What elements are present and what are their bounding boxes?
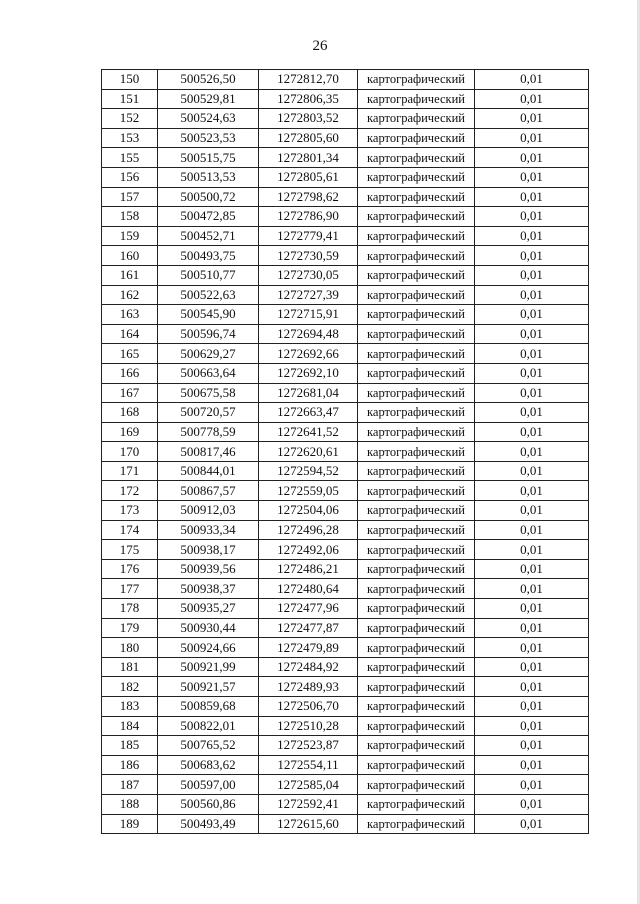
y-coordinate-cell: 1272798,62 (259, 187, 358, 207)
table-row (102, 618, 589, 638)
accuracy-cell: 0,01 (475, 128, 589, 148)
table-row (102, 305, 589, 325)
point-number-cell: 161 (102, 265, 158, 285)
method-cell: картографический (358, 716, 475, 736)
y-coordinate-cell: 1272663,47 (259, 403, 358, 423)
point-number-cell: 170 (102, 442, 158, 462)
point-number-cell: 166 (102, 363, 158, 383)
method-cell: картографический (358, 285, 475, 305)
method-cell: картографический (358, 481, 475, 501)
x-coordinate-cell: 500522,63 (158, 285, 259, 305)
y-coordinate-cell: 1272801,34 (259, 148, 358, 168)
method-cell: картографический (358, 657, 475, 677)
method-cell: картографический (358, 344, 475, 364)
y-coordinate-cell: 1272730,05 (259, 265, 358, 285)
method-cell: картографический (358, 677, 475, 697)
x-coordinate-cell: 500513,53 (158, 167, 259, 187)
accuracy-cell: 0,01 (475, 599, 589, 619)
y-coordinate-cell: 1272681,04 (259, 383, 358, 403)
x-coordinate-cell: 500924,66 (158, 638, 259, 658)
method-cell: картографический (358, 736, 475, 756)
accuracy-cell: 0,01 (475, 657, 589, 677)
table-row (102, 501, 589, 521)
method-cell: картографический (358, 265, 475, 285)
method-cell: картографический (358, 755, 475, 775)
table-row (102, 363, 589, 383)
table-row (102, 324, 589, 344)
y-coordinate-cell: 1272715,91 (259, 305, 358, 325)
table-row (102, 814, 589, 834)
point-number-cell: 167 (102, 383, 158, 403)
accuracy-cell: 0,01 (475, 697, 589, 717)
point-number-cell: 155 (102, 148, 158, 168)
accuracy-cell: 0,01 (475, 736, 589, 756)
method-cell: картографический (358, 403, 475, 423)
point-number-cell: 151 (102, 89, 158, 109)
point-number-cell: 179 (102, 618, 158, 638)
table-row (102, 461, 589, 481)
y-coordinate-cell: 1272694,48 (259, 324, 358, 344)
x-coordinate-cell: 500515,75 (158, 148, 259, 168)
y-coordinate-cell: 1272484,92 (259, 657, 358, 677)
table-row (102, 559, 589, 579)
x-coordinate-cell: 500844,01 (158, 461, 259, 481)
method-cell: картографический (358, 775, 475, 795)
y-coordinate-cell: 1272504,06 (259, 501, 358, 521)
x-coordinate-cell: 500720,57 (158, 403, 259, 423)
method-cell: картографический (358, 70, 475, 90)
table-row (102, 579, 589, 599)
x-coordinate-cell: 500597,00 (158, 775, 259, 795)
y-coordinate-cell: 1272486,21 (259, 559, 358, 579)
table-row (102, 109, 589, 129)
point-number-cell: 175 (102, 540, 158, 560)
y-coordinate-cell: 1272523,87 (259, 736, 358, 756)
y-coordinate-cell: 1272554,11 (259, 755, 358, 775)
y-coordinate-cell: 1272506,70 (259, 697, 358, 717)
x-coordinate-cell: 500765,52 (158, 736, 259, 756)
table-row (102, 442, 589, 462)
x-coordinate-cell: 500921,99 (158, 657, 259, 677)
accuracy-cell: 0,01 (475, 285, 589, 305)
x-coordinate-cell: 500675,58 (158, 383, 259, 403)
table-row (102, 226, 589, 246)
table-row (102, 167, 589, 187)
x-coordinate-cell: 500938,17 (158, 540, 259, 560)
method-cell: картографический (358, 89, 475, 109)
method-cell: картографический (358, 501, 475, 521)
accuracy-cell: 0,01 (475, 618, 589, 638)
method-cell: картографический (358, 109, 475, 129)
accuracy-cell: 0,01 (475, 501, 589, 521)
y-coordinate-cell: 1272812,70 (259, 70, 358, 90)
point-number-cell: 172 (102, 481, 158, 501)
method-cell: картографический (358, 187, 475, 207)
y-coordinate-cell: 1272641,52 (259, 422, 358, 442)
point-number-cell: 186 (102, 755, 158, 775)
table-row (102, 775, 589, 795)
method-cell: картографический (358, 226, 475, 246)
accuracy-cell: 0,01 (475, 403, 589, 423)
point-number-cell: 169 (102, 422, 158, 442)
point-number-cell: 173 (102, 501, 158, 521)
x-coordinate-cell: 500817,46 (158, 442, 259, 462)
table-row (102, 70, 589, 90)
point-number-cell: 164 (102, 324, 158, 344)
point-number-cell: 185 (102, 736, 158, 756)
table-row (102, 697, 589, 717)
y-coordinate-cell: 1272496,28 (259, 520, 358, 540)
table-row (102, 128, 589, 148)
y-coordinate-cell: 1272803,52 (259, 109, 358, 129)
method-cell: картографический (358, 559, 475, 579)
page-number: 26 (312, 38, 328, 54)
method-cell: картографический (358, 520, 475, 540)
x-coordinate-cell: 500493,75 (158, 246, 259, 266)
y-coordinate-cell: 1272480,64 (259, 579, 358, 599)
method-cell: картографический (358, 599, 475, 619)
x-coordinate-cell: 500912,03 (158, 501, 259, 521)
method-cell: картографический (358, 618, 475, 638)
accuracy-cell: 0,01 (475, 559, 589, 579)
point-number-cell: 180 (102, 638, 158, 658)
point-number-cell: 168 (102, 403, 158, 423)
x-coordinate-cell: 500523,53 (158, 128, 259, 148)
accuracy-cell: 0,01 (475, 677, 589, 697)
y-coordinate-cell: 1272559,05 (259, 481, 358, 501)
y-coordinate-cell: 1272805,60 (259, 128, 358, 148)
point-number-cell: 187 (102, 775, 158, 795)
point-number-cell: 178 (102, 599, 158, 619)
method-cell: картографический (358, 794, 475, 814)
y-coordinate-cell: 1272594,52 (259, 461, 358, 481)
accuracy-cell: 0,01 (475, 716, 589, 736)
method-cell: картографический (358, 814, 475, 834)
table-row (102, 540, 589, 560)
x-coordinate-cell: 500629,27 (158, 344, 259, 364)
x-coordinate-cell: 500930,44 (158, 618, 259, 638)
x-coordinate-cell: 500867,57 (158, 481, 259, 501)
y-coordinate-cell: 1272489,93 (259, 677, 358, 697)
method-cell: картографический (358, 638, 475, 658)
x-coordinate-cell: 500859,68 (158, 697, 259, 717)
method-cell: картографический (358, 148, 475, 168)
x-coordinate-cell: 500500,72 (158, 187, 259, 207)
table-row (102, 638, 589, 658)
accuracy-cell: 0,01 (475, 481, 589, 501)
point-number-cell: 184 (102, 716, 158, 736)
table-row (102, 89, 589, 109)
point-number-cell: 159 (102, 226, 158, 246)
method-cell: картографический (358, 579, 475, 599)
y-coordinate-cell: 1272730,59 (259, 246, 358, 266)
x-coordinate-cell: 500663,64 (158, 363, 259, 383)
accuracy-cell: 0,01 (475, 89, 589, 109)
method-cell: картографический (358, 422, 475, 442)
accuracy-cell: 0,01 (475, 383, 589, 403)
point-number-cell: 150 (102, 70, 158, 90)
y-coordinate-cell: 1272786,90 (259, 207, 358, 227)
y-coordinate-cell: 1272779,41 (259, 226, 358, 246)
accuracy-cell: 0,01 (475, 324, 589, 344)
y-coordinate-cell: 1272692,66 (259, 344, 358, 364)
y-coordinate-cell: 1272477,96 (259, 599, 358, 619)
table-row (102, 187, 589, 207)
method-cell: картографический (358, 540, 475, 560)
accuracy-cell: 0,01 (475, 207, 589, 227)
point-number-cell: 163 (102, 305, 158, 325)
table-row (102, 481, 589, 501)
point-number-cell: 157 (102, 187, 158, 207)
accuracy-cell: 0,01 (475, 305, 589, 325)
accuracy-cell: 0,01 (475, 109, 589, 129)
method-cell: картографический (358, 324, 475, 344)
accuracy-cell: 0,01 (475, 363, 589, 383)
method-cell: картографический (358, 383, 475, 403)
method-cell: картографический (358, 697, 475, 717)
accuracy-cell: 0,01 (475, 794, 589, 814)
table-row (102, 736, 589, 756)
y-coordinate-cell: 1272620,61 (259, 442, 358, 462)
table-row (102, 285, 589, 305)
coordinates-table-body (102, 70, 589, 834)
x-coordinate-cell: 500524,63 (158, 109, 259, 129)
accuracy-cell: 0,01 (475, 246, 589, 266)
method-cell: картографический (358, 442, 475, 462)
point-number-cell: 188 (102, 794, 158, 814)
accuracy-cell: 0,01 (475, 461, 589, 481)
x-coordinate-cell: 500822,01 (158, 716, 259, 736)
point-number-cell: 177 (102, 579, 158, 599)
y-coordinate-cell: 1272492,06 (259, 540, 358, 560)
accuracy-cell: 0,01 (475, 167, 589, 187)
x-coordinate-cell: 500493,49 (158, 814, 259, 834)
point-number-cell: 160 (102, 246, 158, 266)
x-coordinate-cell: 500921,57 (158, 677, 259, 697)
y-coordinate-cell: 1272510,28 (259, 716, 358, 736)
x-coordinate-cell: 500778,59 (158, 422, 259, 442)
point-number-cell: 152 (102, 109, 158, 129)
accuracy-cell: 0,01 (475, 265, 589, 285)
x-coordinate-cell: 500472,85 (158, 207, 259, 227)
x-coordinate-cell: 500939,56 (158, 559, 259, 579)
y-coordinate-cell: 1272727,39 (259, 285, 358, 305)
accuracy-cell: 0,01 (475, 638, 589, 658)
accuracy-cell: 0,01 (475, 520, 589, 540)
accuracy-cell: 0,01 (475, 814, 589, 834)
x-coordinate-cell: 500510,77 (158, 265, 259, 285)
point-number-cell: 189 (102, 814, 158, 834)
accuracy-cell: 0,01 (475, 70, 589, 90)
accuracy-cell: 0,01 (475, 579, 589, 599)
accuracy-cell: 0,01 (475, 442, 589, 462)
method-cell: картографический (358, 246, 475, 266)
x-coordinate-cell: 500935,27 (158, 599, 259, 619)
point-number-cell: 158 (102, 207, 158, 227)
y-coordinate-cell: 1272692,10 (259, 363, 358, 383)
method-cell: картографический (358, 128, 475, 148)
table-row (102, 246, 589, 266)
point-number-cell: 174 (102, 520, 158, 540)
point-number-cell: 181 (102, 657, 158, 677)
table-row (102, 657, 589, 677)
table-row (102, 148, 589, 168)
method-cell: картографический (358, 207, 475, 227)
y-coordinate-cell: 1272477,87 (259, 618, 358, 638)
x-coordinate-cell: 500596,74 (158, 324, 259, 344)
table-row (102, 403, 589, 423)
x-coordinate-cell: 500938,37 (158, 579, 259, 599)
accuracy-cell: 0,01 (475, 755, 589, 775)
x-coordinate-cell: 500683,62 (158, 755, 259, 775)
accuracy-cell: 0,01 (475, 422, 589, 442)
y-coordinate-cell: 1272615,60 (259, 814, 358, 834)
method-cell: картографический (358, 305, 475, 325)
y-coordinate-cell: 1272805,61 (259, 167, 358, 187)
accuracy-cell: 0,01 (475, 226, 589, 246)
accuracy-cell: 0,01 (475, 187, 589, 207)
point-number-cell: 165 (102, 344, 158, 364)
accuracy-cell: 0,01 (475, 344, 589, 364)
point-number-cell: 171 (102, 461, 158, 481)
y-coordinate-cell: 1272585,04 (259, 775, 358, 795)
table-row (102, 599, 589, 619)
table-row (102, 677, 589, 697)
method-cell: картографический (358, 363, 475, 383)
table-row (102, 755, 589, 775)
x-coordinate-cell: 500529,81 (158, 89, 259, 109)
table-row (102, 344, 589, 364)
y-coordinate-cell: 1272806,35 (259, 89, 358, 109)
table-row (102, 520, 589, 540)
accuracy-cell: 0,01 (475, 775, 589, 795)
point-number-cell: 162 (102, 285, 158, 305)
table-row (102, 716, 589, 736)
method-cell: картографический (358, 461, 475, 481)
table-row (102, 794, 589, 814)
table-row (102, 265, 589, 285)
point-number-cell: 182 (102, 677, 158, 697)
x-coordinate-cell: 500452,71 (158, 226, 259, 246)
point-number-cell: 153 (102, 128, 158, 148)
table-row (102, 383, 589, 403)
point-number-cell: 183 (102, 697, 158, 717)
x-coordinate-cell: 500545,90 (158, 305, 259, 325)
accuracy-cell: 0,01 (475, 540, 589, 560)
coordinates-table (101, 69, 589, 834)
x-coordinate-cell: 500526,50 (158, 70, 259, 90)
y-coordinate-cell: 1272592,41 (259, 794, 358, 814)
accuracy-cell: 0,01 (475, 148, 589, 168)
y-coordinate-cell: 1272479,89 (259, 638, 358, 658)
x-coordinate-cell: 500560,86 (158, 794, 259, 814)
point-number-cell: 156 (102, 167, 158, 187)
point-number-cell: 176 (102, 559, 158, 579)
table-row (102, 422, 589, 442)
x-coordinate-cell: 500933,34 (158, 520, 259, 540)
table-row (102, 207, 589, 227)
method-cell: картографический (358, 167, 475, 187)
